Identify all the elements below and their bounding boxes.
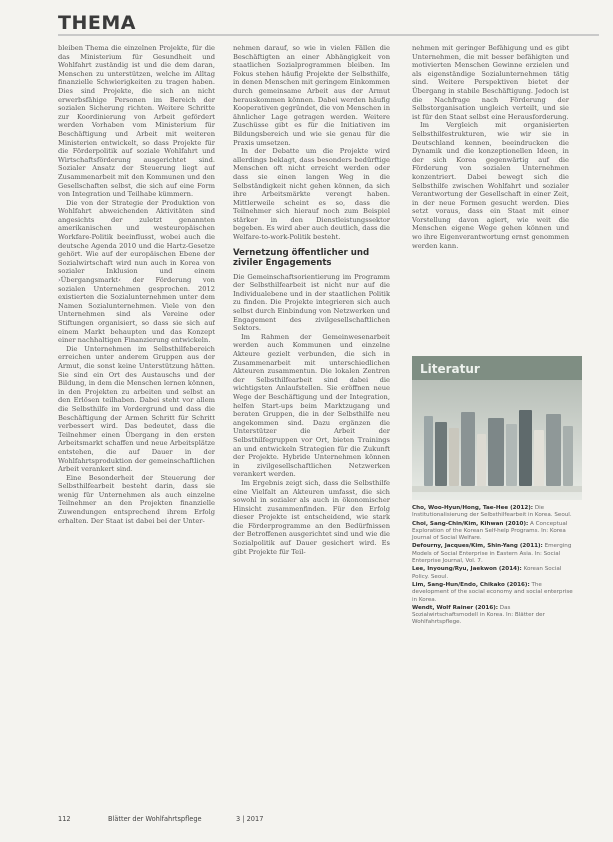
reference-item bbox=[412, 521, 578, 543]
reference-item bbox=[412, 605, 578, 627]
reference-author: Lim, Sang-Hun/Endo, Chikako (2016): bbox=[412, 581, 530, 588]
book-icon bbox=[506, 424, 517, 486]
paragraph: Im Rahmen der Gemeinwesenarbeit werden auch Kommunen und einzelne Akteure gezielt verbunden, die sich in Zusammenarbeit mit unterschiedlichen Akteuren zusammentun. Die lokalen Zentren der Selbsthilfearbeit sind dabei die wichtigsten Anlaufstellen. Sie eröffnen neue Wege der Beschäftigung und der Integration, helfen Start-ups beim Marktzugang und beraten Gruppen, die in der Selbsthilfe neu angekommen sind. Dazu ergänzen die Unterstützer die Arbeit der Selbsthilfegruppen vor Ort, bieten Trainings an und entwickeln Strategien für die Zukunft der Projekte. Hybride Unternehmen können in zivilgesellschaftlichen Netzwerken verankert werden. bbox=[233, 332, 390, 479]
paragraph: nehmen mit geringer Befähigung und es gibt Unternehmen, die mit besser befähigten und motivierten Menschen Gewinne erzielen und als eigenständige Sozialunternehmen tätig sind. Weitere Perspektiven bietet der Übergang in stabile Beschäftigung. Jedoch ist die Nachfrage nach Förderung der Selbstorganisation ungleich verteilt, und sie ist für den Staat selbst eine Herausforderung. bbox=[412, 44, 569, 121]
book-icon bbox=[519, 410, 532, 486]
reference-item bbox=[412, 505, 578, 520]
paragraph: Die Unternehmen im Selbsthilfebereich erreichen unter anderem Gruppen aus der Armut, die sonst keine Unterstützung hätten. Sie sind ein Ort des Austauschs und der Bildung, in dem die Menschen lernen können, in den Projekten zu arbeiten und selbst an den Erlösen teilhaben. Dabei steht vor allem die Selbsthilfe im Vordergrund und dass die Beschäftigung der Armen Schritt für Schritt verbessert wird. Das bedeutet, dass die Teilnehmer einen Übergang in den ersten Arbeitsmarkt schaffen und neue Arbeitsplätze entstehen, die auf Dauer in der Wohlfahrtsproduktion der gemeinschaftlichen Arbeit verankert sind. bbox=[58, 344, 215, 474]
reference-author: Defourny, Jacques/Kim, Shin-Yang (2011): bbox=[412, 543, 543, 550]
book-icon bbox=[563, 426, 573, 486]
page-footer bbox=[58, 815, 578, 827]
reference-list bbox=[412, 505, 578, 628]
text-column-1 bbox=[58, 44, 215, 820]
paragraph: Im Vergleich mit organisierten Selbsthilfestrukturen, wie wir sie in Deutschland kennen, beeindrucken die Dynamik und die konzeptionellen Ideen, in der sich Korea gegenwärtig auf die Förderung von sozialen Unternehmen konzentriert. Dabei bewegt sich die Selbsthilfe zwischen Wohlfahrt und sozialer Verantwortung der Gesellschaft in einer Zeit, in der neue Formen gesucht werden. Dies setzt voraus, dass ein Staat mit einer Vorstellung davon agiert, wie weit die Menschen eigene Wege gehen können und wo ihre Eigenverantwortung ernst genommen werden kann. bbox=[412, 121, 569, 250]
paragraph: Eine Besonderheit der Steuerung der Selbsthilfearbeit besteht darin, dass sie wenig für Unternehmen als auch einzelne Teilnehmer an den Projekten finanzielle Zuwendungen entsprechend ihrem Erfolg erhalten. Der Staat ist dabei bei der Unter- bbox=[58, 473, 215, 525]
shelf bbox=[412, 486, 582, 492]
reference-text: Die Institutionalisierung der Selbsthilfearbeit in Korea. Seoul. bbox=[412, 505, 572, 519]
text-column-2 bbox=[233, 44, 390, 820]
book-icon bbox=[449, 428, 459, 486]
book-icon bbox=[424, 416, 433, 486]
reference-author: Lee, Inyoung/Ryu, Jaekwon (2014): bbox=[412, 566, 522, 573]
page-header bbox=[0, 0, 613, 40]
reference-item bbox=[412, 543, 578, 565]
section-title: THEMA bbox=[58, 12, 136, 34]
book-icon bbox=[477, 434, 486, 486]
book-icon bbox=[488, 418, 504, 486]
page-number: 112 bbox=[58, 815, 71, 823]
bookshelf-image bbox=[412, 380, 582, 500]
reference-item bbox=[412, 582, 578, 604]
book-icon bbox=[534, 430, 544, 486]
reference-text: Korean Social Policy. Seoul. bbox=[412, 566, 562, 580]
literature-title: Literatur bbox=[420, 362, 480, 376]
journal-name: Blätter der Wohlfahrtspflege bbox=[108, 815, 202, 823]
reference-text: A Conceptual Exploration of the Korean Self-help Programs. In: Korea Journal of Social Welfare. bbox=[412, 520, 568, 542]
book-icon bbox=[435, 422, 447, 486]
reference-author: Wendt, Wolf Rainer (2016): bbox=[412, 604, 499, 611]
paragraph: In der Debatte um die Projekte wird allerdings beklagt, dass besonders bedürftige Menschen oft nicht erreicht werden oder dass sie einen langen Weg in die Selbständigkeit nicht gehen können, da sich ihre Arbeitsmärkte verengt haben. Mittlerweile scheint es so, dass die Teilnehmer sich hierauf noch zum Beispiel stärker in den Dienstleistungssektor begeben. Es wird aber auch deutlich, dass die Welfare-to-work-Politik besteht. bbox=[233, 147, 390, 242]
paragraph: nehmen darauf, so wie in vielen Fällen die Beschäftigten an einer Abhängigkeit von staatlichen Sozialprogrammen bleiben. Im Fokus stehen häufig Projekte der Selbsthilfe, in denen Menschen mit geringem Einkommen durch gemeinsame Arbeit aus der Armut herauskommen können. Dabei werden häufig Kooperativen gegründet, die von Menschen in ähnlicher Lage getragen werden. Weitere Zuschüsse gibt es für die Initiativen im Bildungsbereich und wie sie genau für die Praxis umsetzen. bbox=[233, 44, 390, 147]
book-icon bbox=[546, 414, 561, 486]
reference-text: The development of the social economy and social enterprise in Korea. bbox=[412, 581, 573, 603]
paragraph: Im Ergebnis zeigt sich, dass die Selbsthilfe eine Vielfalt an Akteuren umfasst, die sich sowohl in sozialer als auch in ökonomischer Hinsicht zusammenfinden. Für den Erfolg dieser Projekte ist entscheidend, wie stark die Förderprogramme an den Bedürfnissen der Betroffenen ausgerichtet sind und wie die Sozialpolitik auf Dauer gesichert wird. Es gibt Projekte für Teil- bbox=[233, 478, 390, 556]
paragraph: bleiben Thema die einzelnen Projekte, für die das Ministerium für Gesundheit und Wohlfahrt zuständig ist und die dem daran, Menschen zu unterstützen, welche im Alltag finanzielle Schwierigkeiten zu tragen haben. Dies sind Projekte, die sich an nicht erwerbsfähige Personen im Bereich der sozialen Sicherung richten. Weitere Schritte zur Koordinierung von Arbeit gefördert werden Vorhaben vom Ministerium für Beschäftigung und Arbeit mit weiteren Ministerien entwickelt, so dass Projekte für die Förderpolitik auf soziale Wohlfahrt und Wirtschaftsförderung ausgerichtet sind. Sozialer Ansatz der Steuerung liegt auf Zusammenarbeit mit den Kommunen und den Gesellschaften selbst, die sich auf eine Form von Integration und Teilhabe kümmern. bbox=[58, 44, 215, 199]
reference-item bbox=[412, 566, 578, 581]
literature-box bbox=[412, 356, 582, 500]
reference-text: Das Sozialwirtschaftsmodell in Korea. In: Blätter der Wohlfahrtspflege. bbox=[412, 604, 545, 626]
issue-label: 3 | 2017 bbox=[236, 815, 264, 823]
reference-author: Choi, Sang-Chin/Kim, Kihwan (2010): bbox=[412, 520, 529, 527]
reference-author: Cho, Woo-Hyun/Hong, Tae-Hee (2012): bbox=[412, 505, 534, 511]
paragraph: Die von der Strategie der Produktion von Wohlfahrt abweichenden Aktivitäten sind angesichts der zuletzt genannten amerikanischen und westeuropäischen Workfare-Politik beeinflusst, wobei auch die deutsche Agenda 2010 und die Hartz-Gesetze gehört. Wie auf der europäischen Ebene der Sozialwirtschaft wird nun auch in Korea von sozialer Inklusion und einem ›Übergangsmarkt‹ der Förderung von sozialen Unternehmen gesprochen. 2012 existierten die Sozialunternehmen unter dem Namen Sozialunternehmen. Viele von den Unternehmen sind als Vereine oder Stiftungen organisiert, so dass sie sich auf einem Markt behaupten und das Konzept einer nachhaltigen Finanzierung entwickeln. bbox=[58, 198, 215, 345]
subheading: Vernetzung öffentlicher und ziviler Engagements bbox=[233, 247, 370, 269]
header-rule bbox=[58, 34, 599, 36]
book-icon bbox=[461, 412, 475, 486]
reference-text: Emerging Models of Social Enterprise in Eastern Asia. In: Social Enterprise Journal, Vol. 7. bbox=[412, 543, 572, 565]
text-column-3 bbox=[412, 44, 569, 334]
paragraph: Die Gemeinschaftsorientierung im Programm der Selbsthilfearbeit ist nicht nur auf die Individualebene und in der staatlichen Politik zu finden. Die Projekte integrieren sich auch selbst durch Einbindung von Netzwerken und Engagement des zivilgesellschaftlichen Sektors. bbox=[233, 272, 390, 333]
